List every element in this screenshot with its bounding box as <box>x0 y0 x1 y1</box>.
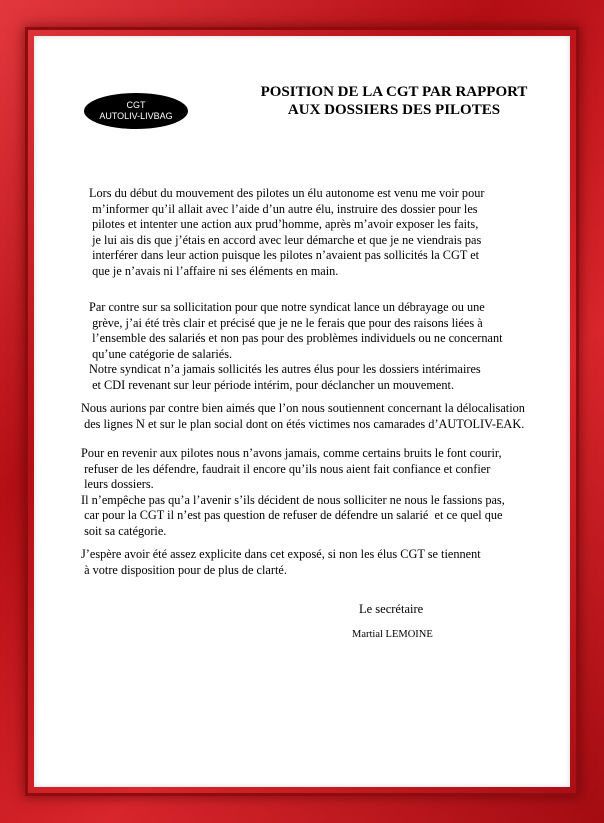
logo-line-1: CGT <box>126 100 146 110</box>
title-line-2: AUX DOSSIERS DES PILOTES <box>287 102 501 118</box>
paragraph-2: Par contre sur sa sollicitation pour que notre syndicat lance un débrayage ou une grève, j’ai été très clair et précisé que je ne le ferais que pour des raisons liées à l’ensemble des salariés et non pas pour des problèmes individuels ou ne concernant qu’une catégorie de salariés. Notre syndicat n’a jamais sollicités les autres élus pour les dossiers intérimaires et CDI revenant sur leur période intérim, pour déclancher un mouvement. <box>89 300 503 392</box>
paragraph-3: Nous aurions par contre bien aimés que l’on nous soutiennent concernant la délocalisation des lignes N et sur le plan social dont on étés victimes nos camarades d’AUTOLIV-EAK. <box>81 401 525 431</box>
logo-line-2: AUTOLIV-LIVBAG <box>99 111 173 121</box>
cgt-logo <box>84 93 188 129</box>
paragraph-1: Lors du début du mouvement des pilotes un élu autonome est venu me voir pour m’informer qu’il allait avec l’aide d’un autre élu, instruire des dossier pour les pilotes et intenter une action aux prud’homme, après m’avoir exposer les faits, je lui ais dis que j’étais en accord avec leur démarche et que je ne viendrais pas interférer dans leur action puisque les pilotes n’avaient pas sollicités la CGT et que je n’avais ni l’affaire ni ses éléments en main. <box>89 186 485 278</box>
signature-role: Le secrétaire <box>359 602 424 616</box>
document-title <box>244 83 544 119</box>
title-line-1: POSITION DE LA CGT PAR RAPPORT <box>260 84 528 100</box>
document-page <box>34 36 570 787</box>
paragraph-4: Pour en revenir aux pilotes nous n’avons jamais, comme certains bruits le font courir, refuser de les défendre, faudrait il encore qu’ils nous aient fait confiance et confier leurs dossiers. Il n’empêche pas qu’a l’avenir s’ils décident de nous solliciter ne nous le fassions pas, car pour la CGT il n’est pas question de refuser de défendre un salarié et ce quel que soit sa catégorie. <box>81 446 505 538</box>
signature-name: Martial LEMOINE <box>352 629 433 640</box>
paragraph-5: J’espère avoir été assez explicite dans cet exposé, si non les élus CGT se tiennent à votre disposition pour de plus de clarté. <box>81 547 481 577</box>
